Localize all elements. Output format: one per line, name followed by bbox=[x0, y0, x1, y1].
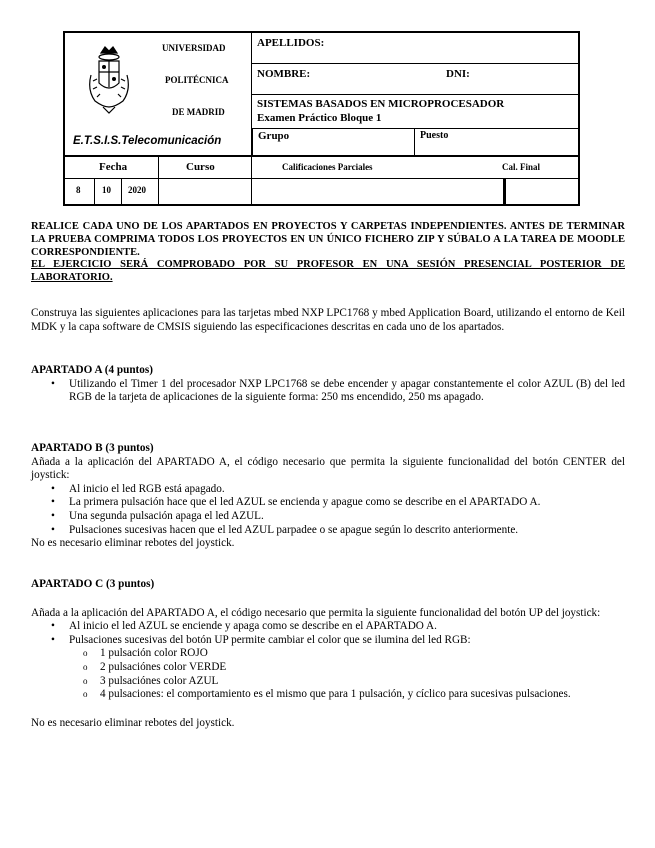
section-c-note: No es necesario eliminar rebotes del joystick. bbox=[31, 716, 235, 729]
section-b bbox=[31, 442, 625, 551]
section-b-bullet: • Pulsaciones sucesivas hacen que el led AZUL parpadee o se apague según lo descrito anteriormente. bbox=[31, 524, 625, 538]
grupo-label: Grupo bbox=[258, 130, 290, 142]
section-a-bullet: • Utilizando el Timer 1 del procesador NXP LPC1768 se debe encender y apagar constantemente el color AZUL (B) del led RGB de la tarjeta de aplicaciones de la siguiente forma: 250 ms encendido, 250 ms apagado. bbox=[31, 378, 625, 405]
cal-final-value-cell[interactable] bbox=[504, 179, 578, 204]
school-name: E.T.S.I.S.Telecomunicación bbox=[73, 135, 222, 147]
school-cell bbox=[65, 128, 252, 157]
warning-block bbox=[31, 221, 625, 285]
section-c-sub-item: o 2 pulsaciónes color VERDE bbox=[31, 661, 625, 675]
exam-title: Examen Práctico Bloque 1 bbox=[257, 112, 382, 124]
section-c-sub-item: o 4 pulsaciones: el comportamiento es el mismo que para 1 pulsación, y cíclico para sucesivas pulsaciones. bbox=[31, 688, 625, 702]
date-year: 2020 bbox=[128, 185, 146, 195]
university-line-1: UNIVERSIDAD bbox=[162, 43, 226, 53]
university-line-2: POLITÉCNICA bbox=[165, 75, 229, 85]
date-year-cell bbox=[122, 179, 159, 204]
course-cell bbox=[252, 95, 578, 128]
puesto-label: Puesto bbox=[420, 130, 449, 141]
warning-underlined-text: EL EJERCICIO SERÁ COMPROBADO POR SU PROFESOR EN UNA SESIÓN PRESENCIAL POSTERIOR DE LABORATORIO. bbox=[31, 259, 625, 284]
nombre-label: NOMBRE: bbox=[257, 68, 311, 80]
cal-final-label: Cal. Final bbox=[502, 162, 541, 172]
curso-value-cell[interactable] bbox=[159, 179, 252, 204]
section-b-bullet: • La primera pulsación hace que el led AZUL se encienda y apague como se describe en el APARTADO A. bbox=[31, 496, 625, 510]
course-title: SISTEMAS BASADOS EN MICROPROCESADOR bbox=[257, 98, 505, 110]
apellidos-field[interactable] bbox=[252, 33, 578, 64]
section-c-bullet: • Pulsaciones sucesivas del botón UP permite cambiar el color que se ilumina del led RGB: bbox=[31, 634, 625, 648]
puesto-field[interactable] bbox=[415, 128, 578, 157]
university-block bbox=[65, 33, 252, 128]
section-a bbox=[31, 364, 625, 405]
intro-text: Construya las siguientes aplicaciones para las tarjetas mbed NXP LPC1768 y mbed Application Board, utilizando el entorno de Keil MDK y la capa software de CMSIS siguiendo las especificaciones descritas en cada uno de los apartados. bbox=[31, 307, 625, 333]
section-c-title: APARTADO C (3 puntos) bbox=[31, 578, 155, 590]
fecha-label: Fecha bbox=[99, 161, 128, 173]
calif-parciales-label: Calificaciones Parciales bbox=[282, 162, 373, 172]
grupo-field[interactable] bbox=[252, 128, 415, 157]
section-a-title: APARTADO A (4 puntos) bbox=[31, 364, 153, 376]
section-c-intro: Añada a la aplicación del APARTADO A, el código necesario que permita la siguiente funcionalidad del botón UP del joystick: bbox=[31, 606, 601, 619]
nombre-field[interactable] bbox=[252, 64, 578, 95]
section-c-bullet: • Al inicio el led AZUL se enciende y apaga como se describe en el APARTADO A. bbox=[31, 620, 625, 634]
warning-text: REALICE CADA UNO DE LOS APARTADOS EN PROYECTOS Y CARPETAS INDEPENDIENTES. ANTES DE TERMINAR LA PRUEBA COMPRIMA TODOS LOS PROYECTOS EN UN ÚNICO FICHERO ZIP Y SÚBALO A LA TAREA DE MOODLE CORRESPONDIENTE. bbox=[31, 221, 625, 258]
calif-parciales-value-cell[interactable] bbox=[252, 179, 504, 204]
university-line-3: DE MADRID bbox=[172, 107, 225, 117]
curso-header bbox=[159, 157, 252, 179]
section-b-intro: Añada a la aplicación del APARTADO A, el código necesario que permita la siguiente funcionalidad del botón CENTER del joystick: bbox=[31, 455, 625, 482]
section-b-note: No es necesario eliminar rebotes del joystick. bbox=[31, 537, 235, 550]
section-b-bullet: • Una segunda pulsación apaga el led AZUL. bbox=[31, 510, 625, 524]
date-day: 8 bbox=[76, 185, 81, 195]
section-c bbox=[31, 578, 625, 730]
section-c-sub-item: o 1 pulsación color ROJO bbox=[31, 647, 625, 661]
curso-label: Curso bbox=[186, 161, 215, 173]
dni-label: DNI: bbox=[446, 68, 470, 80]
section-c-sub-item: o 3 pulsaciónes color AZUL bbox=[31, 675, 625, 689]
date-month: 10 bbox=[102, 185, 111, 195]
university-crest-icon bbox=[85, 45, 133, 115]
exam-header-table bbox=[63, 31, 580, 206]
date-month-cell bbox=[95, 179, 122, 204]
fecha-header bbox=[65, 157, 159, 179]
date-day-cell bbox=[65, 179, 95, 204]
apellidos-label: APELLIDOS: bbox=[257, 37, 325, 49]
section-b-title: APARTADO B (3 puntos) bbox=[31, 442, 154, 454]
section-b-bullet: • Al inicio el led RGB está apagado. bbox=[31, 483, 625, 497]
intro-paragraph bbox=[31, 307, 625, 334]
calificaciones-header bbox=[252, 157, 578, 179]
